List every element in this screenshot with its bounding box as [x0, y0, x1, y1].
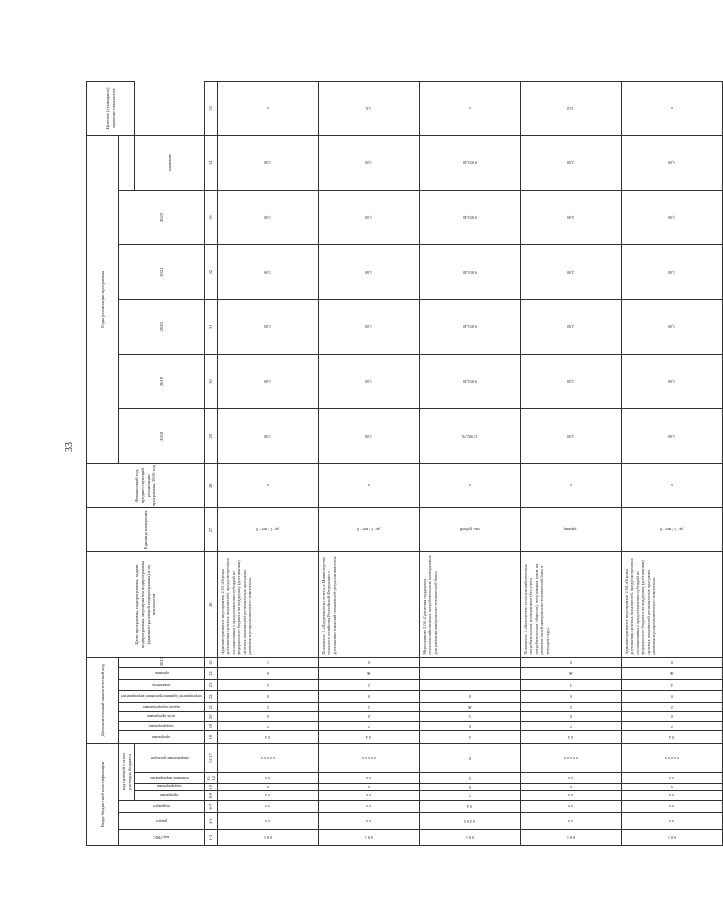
years-header: Годы реализации программы: [87, 135, 119, 463]
code-cell: x: [520, 783, 621, 790]
code-cell: 3: [520, 679, 621, 691]
code-cell: Ж: [621, 668, 722, 680]
code-cell: x: [318, 783, 419, 790]
column-number-13: 23: [205, 679, 218, 691]
year-value-2020: 2,00: [520, 245, 621, 300]
column-number-24: 34: [205, 135, 218, 190]
year-value-2022: 2,00: [520, 135, 621, 190]
code-cell: 0: [318, 657, 419, 668]
financial-year-cell: x: [621, 464, 722, 508]
financial-year-cell: x: [318, 464, 419, 508]
target-value-cell: x: [217, 82, 318, 136]
col-sign: признак: [154, 670, 169, 676]
column-number-17: 27: [205, 508, 218, 552]
year-value-2019: 1,00: [318, 299, 419, 354]
code-cell: x x: [520, 791, 621, 800]
code-cell: 0 8 1: [419, 830, 520, 846]
column-number-12: 22: [205, 691, 218, 703]
unit-cell: да - 1 / нет - 0: [318, 508, 419, 552]
code-cell: 7: [419, 791, 520, 800]
col-expense-direction: направление расходов: [150, 755, 189, 761]
rotated-table-container: [86, 81, 684, 846]
code-cell: 0: [419, 721, 520, 730]
code-cell: 7: [520, 721, 621, 730]
year-2021-header: 2021: [119, 245, 205, 300]
page-number: 33: [64, 442, 75, 452]
year-value-2017: 2,00: [520, 409, 621, 464]
code-cell: Ж: [419, 702, 520, 711]
col-main-measure: основное мероприятие: [150, 775, 189, 781]
column-number-6: 11-12: [205, 773, 218, 784]
year-value-2020: 1,00: [217, 245, 318, 300]
unit-cell: да - 1 / нет - 0: [217, 508, 318, 552]
column-number-7: 13-17: [205, 743, 218, 773]
target-value-cell: 1,0: [318, 82, 419, 136]
target-value-cell: x: [419, 82, 520, 136]
year-value-2020: 9 853,40: [419, 245, 520, 300]
code-cell: 2: [217, 679, 318, 691]
code-cell: [419, 679, 520, 691]
col-subprogram-code: подпрограмма: [157, 784, 182, 790]
expense-item-code-header: код целевой статьи расходов бюджета: [119, 743, 135, 800]
column-number-4: 8-9: [205, 791, 218, 800]
code-cell: x x: [217, 773, 318, 784]
financial-year-cell: x: [520, 464, 621, 508]
budget-codes-header: Коды бюджетной классификации: [87, 743, 119, 845]
col-section: раздел: [155, 818, 168, 824]
target-subheader: значение: [135, 135, 205, 190]
goals-header: Цели программы, подпрограммы, задачи подпрограммы, мероприятия подпрограммы (административной подпрограммы) и их показатели: [87, 552, 205, 657]
column-number-19: 29: [205, 409, 218, 464]
column-number-5: 10: [205, 783, 218, 790]
code-cell: x x: [621, 791, 722, 800]
year-value-2022: 1,00: [217, 135, 318, 190]
column-number-row: [205, 82, 218, 846]
code-cell: 0 4: [520, 731, 621, 744]
code-cell: 0: [318, 712, 419, 721]
column-number-22: 32: [205, 245, 218, 300]
code-cell: 4: [621, 679, 722, 691]
col-program-code: программа: [160, 793, 179, 799]
financial-year-cell: x: [217, 464, 318, 508]
code-cell: x x: [318, 773, 419, 784]
code-cell: x x: [520, 813, 621, 830]
code-cell: 7: [318, 721, 419, 730]
code-cell: 2: [318, 679, 419, 691]
unit-cell: тыс. рублей: [419, 508, 520, 552]
column-number-3: 6-7: [205, 800, 218, 813]
target-value-cell: x: [621, 82, 722, 136]
code-cell: x x x x x: [621, 743, 722, 773]
unit-cell: единиц: [520, 508, 621, 552]
col-subsection: подраздел: [152, 804, 171, 810]
financial-year-header: Финансовый год, предшествующий реализации программы, 2016 год: [87, 464, 205, 508]
year-value-2019: 1,00: [621, 299, 722, 354]
code-cell: 7: [621, 721, 722, 730]
column-number-18: 28: [205, 464, 218, 508]
year-value-2017: 1,00: [217, 409, 318, 464]
col-program: программа: [152, 734, 171, 740]
financial-year-cell: x: [419, 464, 520, 508]
year-value-2021: 1,00: [621, 190, 722, 245]
column-number-15: 25: [205, 657, 218, 668]
code-cell: [419, 657, 520, 668]
year-value-2018: 1,00: [217, 354, 318, 409]
code-cell: 1: [217, 657, 318, 668]
code-cell: 0: [621, 657, 722, 668]
year-2017-header: 2017: [119, 657, 205, 668]
code-cell: x x: [621, 773, 722, 784]
col-goal: цель программы: [147, 714, 176, 720]
year-value-2020: 1,00: [621, 245, 722, 300]
code-cell: 0 4: [419, 800, 520, 813]
column-number-9: 19: [205, 721, 218, 730]
year-value-2018: 2,00: [520, 354, 621, 409]
column-number-8: 18: [205, 731, 218, 744]
code-cell: 2: [621, 702, 722, 711]
code-cell: 0 8 1: [318, 830, 419, 846]
year-2019-header: 2019: [119, 354, 205, 409]
header-row-2: [119, 82, 135, 846]
code-cell: x x x x x: [318, 743, 419, 773]
target-value-header: Целевое (суммарное) значение показателя: [87, 82, 135, 136]
code-cell: x x: [621, 813, 722, 830]
year-value-2021: 1,00: [217, 190, 318, 245]
code-cell: 0 4: [217, 731, 318, 744]
code-cell: 2: [217, 702, 318, 711]
year-2020-header: 2020: [119, 299, 205, 354]
goal-cell: Административное мероприятие 2.03 «Оценка достижения целевых показателей, предусмотренных соглашениями о предоставлении субсидий из федерального бюджета на поддержку (достижения) целевых показателей региональных программ развития агропромышленного комплекса»: [217, 552, 318, 657]
year-value-2017: 1,00: [621, 409, 722, 464]
year-value-2017: 1,00: [318, 409, 419, 464]
code-cell: 0: [621, 712, 722, 721]
code-cell: 0: [217, 668, 318, 680]
column-number-14: 24: [205, 668, 218, 680]
column-number-2: 4-5: [205, 813, 218, 830]
year-value-2018: 1,00: [621, 354, 722, 409]
additional-codes-header: Дополнительный аналитический код: [87, 657, 119, 743]
code-cell: 2: [520, 702, 621, 711]
column-number-11: 21: [205, 702, 218, 711]
code-cell: 0: [520, 657, 621, 668]
code-cell: 0 8 1: [217, 830, 318, 846]
year-value-2021: 1,00: [318, 190, 419, 245]
code-cell: 0: [520, 691, 621, 703]
code-cell: 3: [419, 712, 520, 721]
code-cell: x x: [318, 800, 419, 813]
header-row-1: [87, 82, 119, 846]
table-row: [621, 82, 722, 846]
table-row: [520, 82, 621, 846]
unit-header: Единица измерения: [87, 508, 205, 552]
code-cell: x x: [217, 791, 318, 800]
code-cell: x x: [318, 813, 419, 830]
column-number-20: 30: [205, 354, 218, 409]
year-2022-header: 2022: [119, 190, 205, 245]
year-2018-header: 2018: [119, 409, 205, 464]
table-row: [419, 82, 520, 846]
year-value-2021: 2,00: [520, 190, 621, 245]
code-cell: x x x x x: [217, 743, 318, 773]
code-cell: x: [621, 783, 722, 790]
unit-cell: да - 1 / нет - 0: [621, 508, 722, 552]
target-value-cell: 11,0: [520, 82, 621, 136]
column-number-16: 26: [205, 552, 218, 657]
year-value-2018: 9 853,40: [419, 354, 520, 409]
year-value-2019: 9 853,40: [419, 299, 520, 354]
code-cell: x x x x x: [520, 743, 621, 773]
col-subprogram: подпрограмма: [149, 723, 174, 729]
column-number-1: 1-3: [205, 830, 218, 846]
code-cell: 0: [419, 691, 520, 703]
program-table: [86, 81, 723, 846]
goal-cell: Административное мероприятие 2.04 «Оценка достижения целевых показателей, предусмотренных соглашениями о предоставлении субсидий из федерального бюджета на поддержку (достижения) целевых показателей региональных программ развития агропромышленного комплекса»: [621, 552, 722, 657]
year-value-2019: 1,00: [217, 299, 318, 354]
year-value-2018: 1,00: [318, 354, 419, 409]
code-cell: 0: [217, 691, 318, 703]
code-cell: Ж: [318, 668, 419, 680]
year-value-2022: 9 853,40: [419, 135, 520, 190]
year-value-2021: 9 853,40: [419, 190, 520, 245]
col-indicator: показатель: [152, 682, 171, 688]
col-task: задача подпрограммы: [142, 704, 181, 710]
code-cell: 2: [419, 773, 520, 784]
code-cell: x x: [621, 800, 722, 813]
code-cell: x x: [217, 813, 318, 830]
code-cell: 0: [621, 691, 722, 703]
code-cell: 0 8 1: [621, 830, 722, 846]
code-cell: Ж: [520, 668, 621, 680]
year-value-2022: 1,00: [318, 135, 419, 190]
code-cell: x x: [217, 800, 318, 813]
code-cell: 0: [419, 743, 520, 773]
code-cell: [419, 668, 520, 680]
column-number-10: 20: [205, 712, 218, 721]
column-number-23: 33: [205, 190, 218, 245]
goal-cell: Показатель 1 «Количество сельскохозяйственных потребительских кооперативов (без учета потребительских обществ), получивших грант на развитие своей материально-технической базы в текущем году»: [520, 552, 621, 657]
col-measure: мероприятие (административное мероприятие): [121, 694, 202, 700]
code-cell: x x: [520, 773, 621, 784]
code-cell: 0 4 0 5: [419, 813, 520, 830]
goal-cell: Показатель 1 «Представлены отчеты в Министерство сельского хозяйства Российской Федерации о достижении значений показателей результативности»: [318, 552, 419, 657]
code-cell: 2: [419, 731, 520, 744]
code-cell: 7: [217, 721, 318, 730]
goal-cell: Мероприятие 2.04 «Грантовая поддержка сельскохозяйственных потребительских кооперативов для развития материально-технической базы»: [419, 552, 520, 657]
year-value-2022: 1,00: [621, 135, 722, 190]
code-cell: 0: [419, 783, 520, 790]
table-row: [217, 82, 318, 846]
year-value-2020: 1,00: [318, 245, 419, 300]
code-cell: 0: [318, 691, 419, 703]
year-value-2019: 2,00: [520, 299, 621, 354]
code-cell: x: [217, 783, 318, 790]
code-cell: 0 8 1: [520, 830, 621, 846]
code-cell: x x: [520, 800, 621, 813]
code-cell: 0: [217, 712, 318, 721]
code-cell: 0: [520, 712, 621, 721]
code-cell: x x: [318, 791, 419, 800]
col-grbs: код ГРБС: [153, 835, 170, 841]
column-number-21: 31: [205, 299, 218, 354]
column-number-25: 35: [205, 82, 218, 136]
table-row: [318, 82, 419, 846]
year-value-2017: 11 992,70: [419, 409, 520, 464]
code-cell: 0 4: [318, 731, 419, 744]
code-cell: 0 4: [621, 731, 722, 744]
code-cell: 2: [318, 702, 419, 711]
